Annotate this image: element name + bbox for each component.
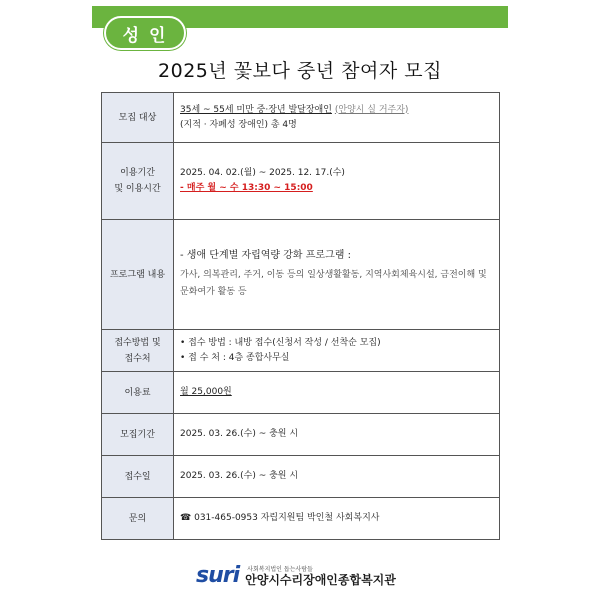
value-contact bbox=[174, 498, 500, 540]
page-title: 2025년 꽃보다 중년 참여자 모집 bbox=[158, 60, 442, 82]
row-period bbox=[102, 143, 500, 220]
contact-info: 031-465-0953 자립지원팀 박인철 사회복지사 bbox=[194, 513, 380, 523]
value-recruit: 2025. 03. 26.(수) ~ 충원 시 bbox=[174, 414, 500, 456]
apply-method: • 접수 방법 : 내방 접수(신청서 작성 / 선착순 모집) bbox=[180, 337, 381, 348]
target-line2: (지적 · 자폐성 장애인) 총 4명 bbox=[180, 119, 297, 130]
footer-tagline: 사회복지법인 돕는사람들 bbox=[247, 566, 313, 573]
suri-logo bbox=[196, 564, 239, 588]
suri-logo-text: suri bbox=[196, 563, 240, 588]
label-fee: 이용료 bbox=[102, 372, 174, 414]
target-note: (안양시 실 거주자) bbox=[334, 104, 409, 115]
label-apply-line2: 접수처 bbox=[124, 353, 151, 364]
period-time: - 매주 월 ~ 수 13:30 ~ 15:00 bbox=[180, 183, 313, 193]
row-program bbox=[102, 220, 500, 330]
label-recruit: 모집기간 bbox=[102, 414, 174, 456]
row-recruit bbox=[102, 414, 500, 456]
program-body: 가사, 의복관리, 주거, 이동 등의 일상생활활동, 지역사회체육시설, 금전이해 및 문화여가 활동 등 bbox=[180, 270, 487, 297]
info-table bbox=[101, 92, 500, 540]
value-receipt: 2025. 03. 26.(수) ~ 충원 시 bbox=[174, 456, 500, 498]
fee-amount: 월 25,000원 bbox=[180, 387, 232, 397]
value-apply bbox=[174, 330, 500, 372]
row-fee bbox=[102, 372, 500, 414]
label-period-line1: 이용기간 bbox=[120, 168, 155, 178]
label-contact: 문의 bbox=[102, 498, 174, 540]
target-main: 35세 ~ 55세 미만 중·장년 발달장애인 bbox=[180, 104, 332, 115]
footer-logo bbox=[196, 556, 396, 588]
row-receipt bbox=[102, 456, 500, 498]
label-receipt: 접수일 bbox=[102, 456, 174, 498]
value-program bbox=[174, 220, 500, 330]
value-period bbox=[174, 143, 500, 220]
row-contact bbox=[102, 498, 500, 540]
row-apply bbox=[102, 330, 500, 372]
phone-icon: ☎ bbox=[180, 513, 192, 523]
program-heading: - 생애 단계별 자립역량 강화 프로그램 : bbox=[180, 250, 351, 261]
period-dates: 2025. 04. 02.(월) ~ 2025. 12. 17.(수) bbox=[180, 168, 345, 178]
label-program: 프로그램 내용 bbox=[102, 220, 174, 330]
apply-place: • 접 수 처 : 4층 종합사무실 bbox=[180, 352, 290, 363]
label-apply-line1: 접수방법 및 bbox=[114, 337, 161, 348]
label-apply bbox=[102, 330, 174, 372]
footer-text bbox=[245, 564, 396, 588]
label-target: 모집 대상 bbox=[102, 93, 174, 143]
category-badge: 성 인 bbox=[104, 16, 186, 50]
label-period bbox=[102, 143, 174, 220]
value-target bbox=[174, 93, 500, 143]
org-name: 안양시수리장애인종합복지관 bbox=[245, 573, 396, 587]
value-fee bbox=[174, 372, 500, 414]
row-target bbox=[102, 93, 500, 143]
label-period-line2: 및 이용시간 bbox=[114, 184, 161, 194]
